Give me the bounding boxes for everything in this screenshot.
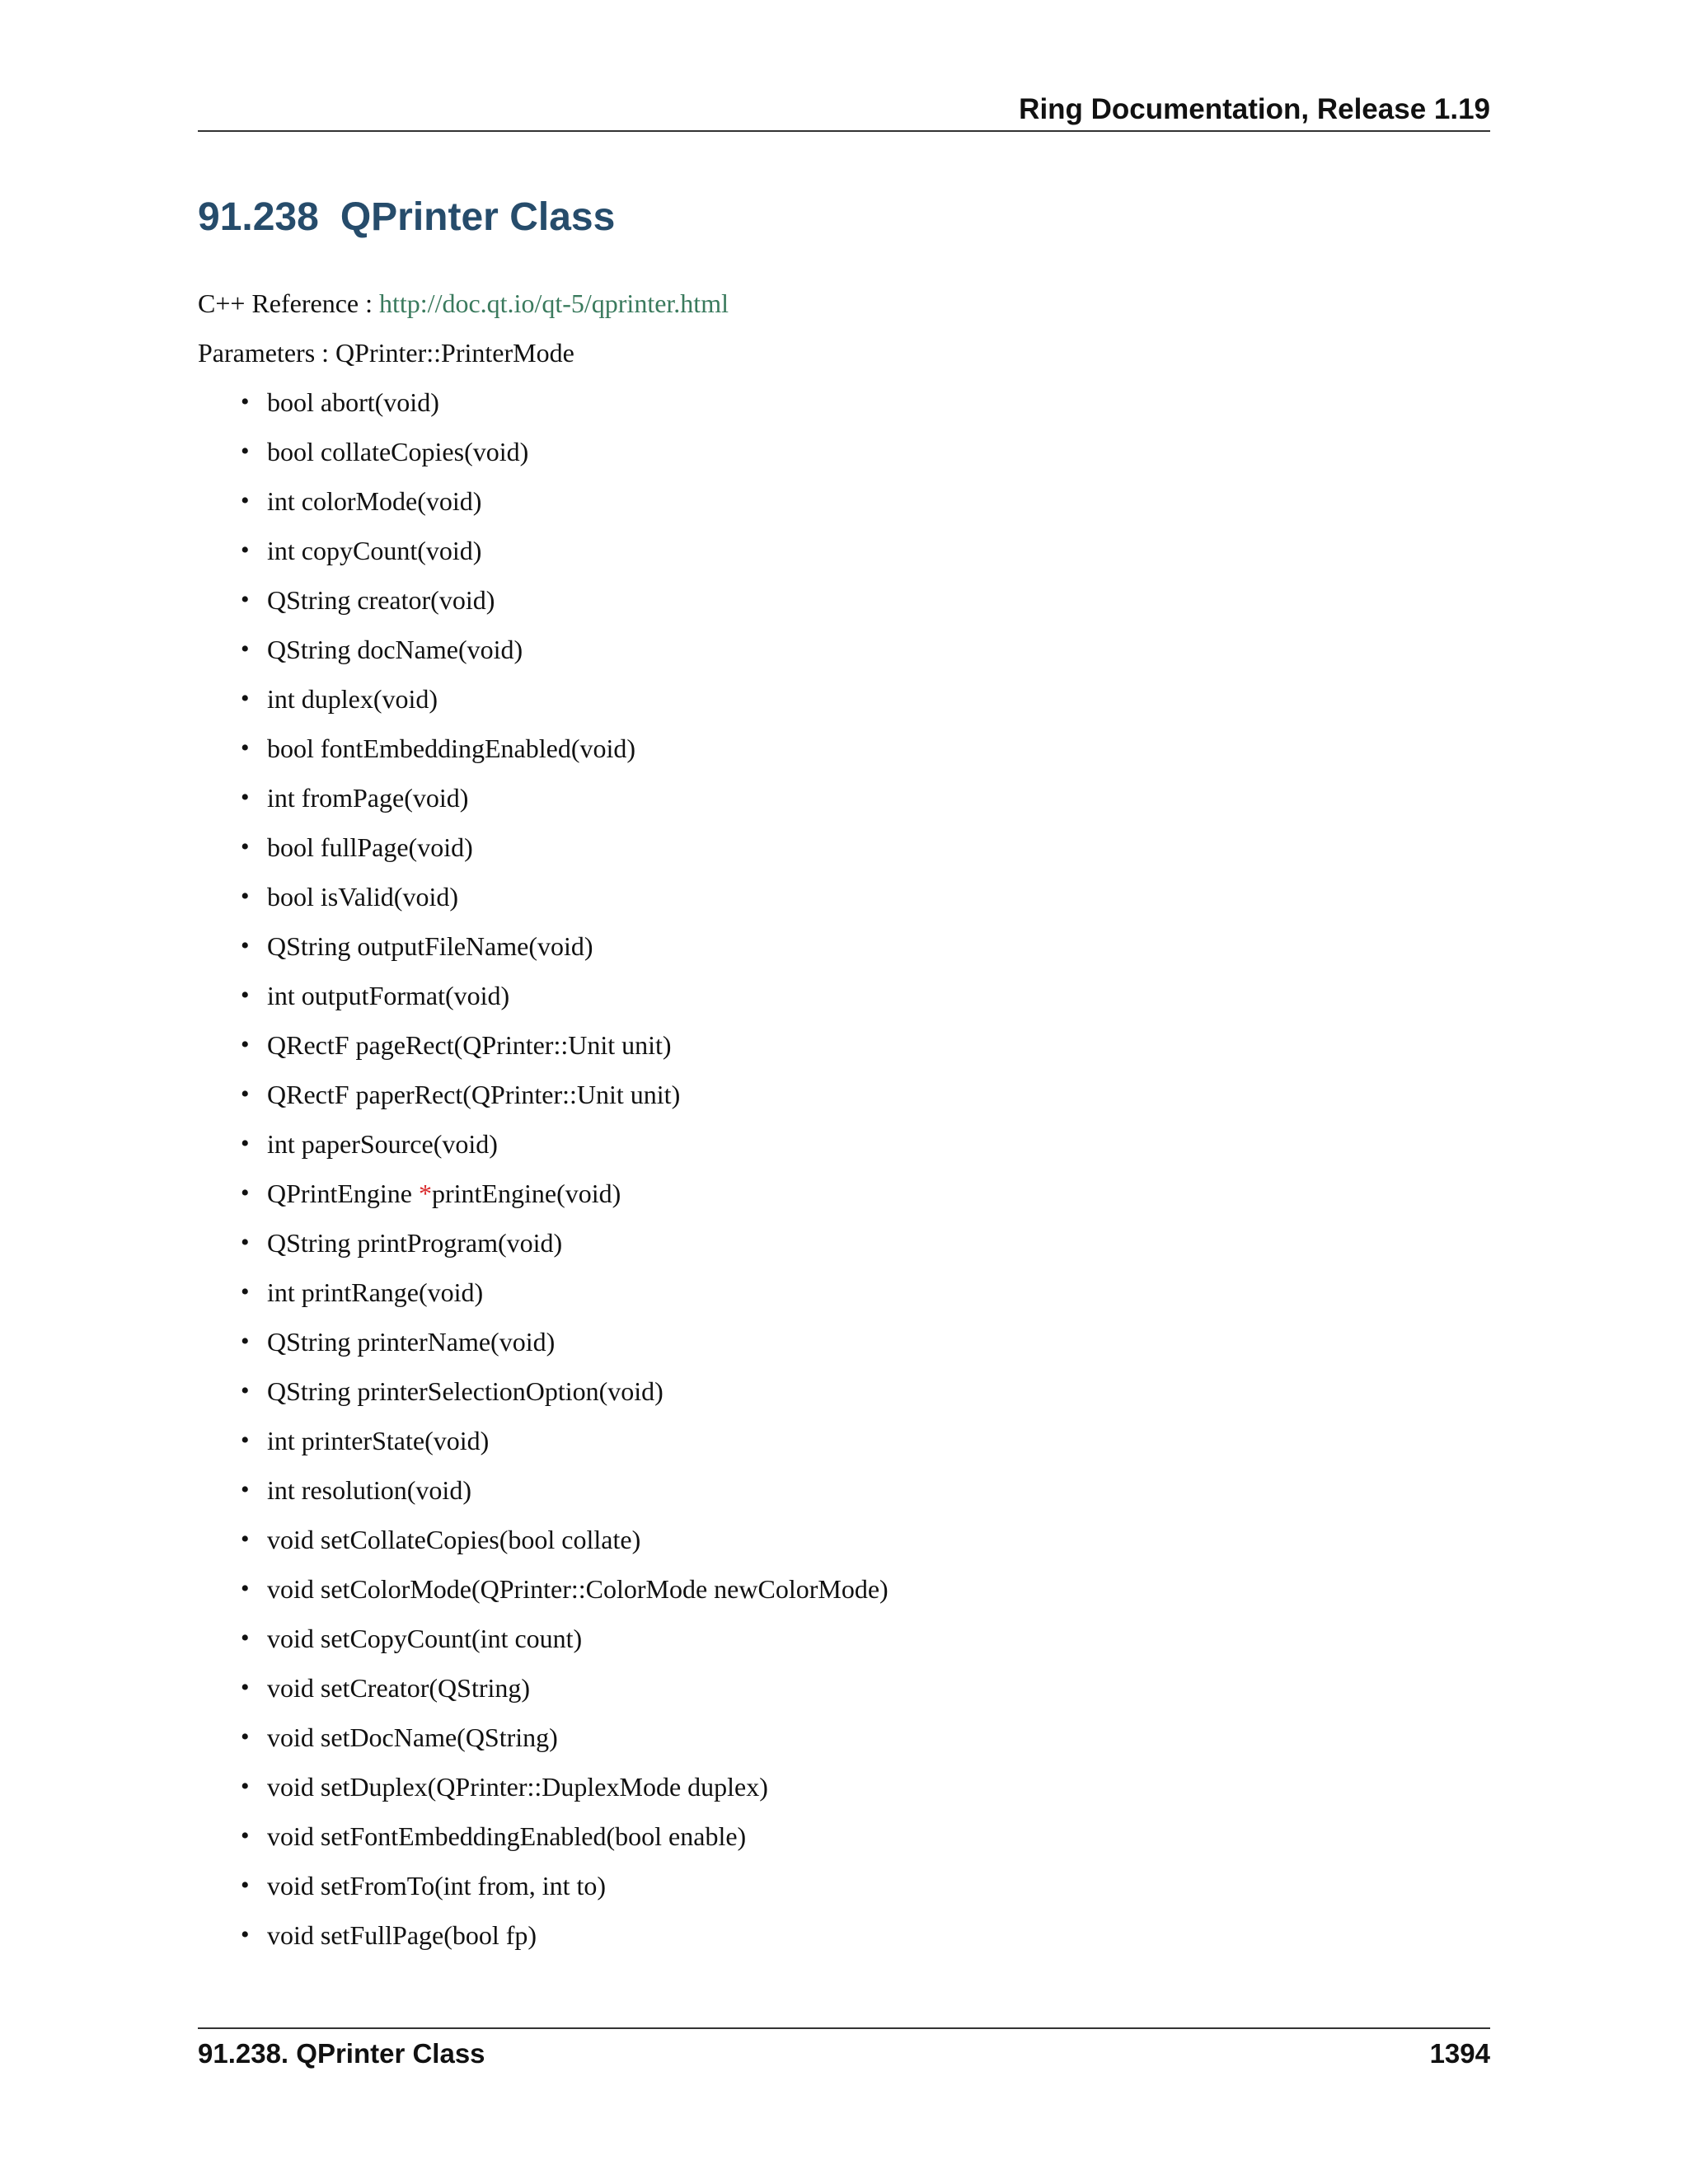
bullet-icon: • [241,635,250,663]
list-item [241,780,889,829]
list-item [241,1868,889,1917]
bullet-icon: • [241,833,250,860]
method-signature: void setFontEmbeddingEnabled(bool enable) [267,1821,747,1851]
list-item [241,1422,889,1472]
list-item [241,829,889,879]
bullet-icon: • [241,1130,250,1157]
method-signature: int duplex(void) [267,684,438,714]
list-item [241,1818,889,1868]
method-signature: int copyCount(void) [267,536,482,565]
bullet-icon: • [241,1031,250,1058]
bullet-icon: • [241,1526,250,1553]
list-item [241,1373,889,1422]
list-item [241,1175,889,1225]
cpp-reference-link[interactable]: http://doc.qt.io/qt-5/qprinter.html [379,288,729,318]
bullet-icon: • [241,537,250,564]
bullet-icon: • [241,1179,250,1207]
document-page [198,0,1490,2184]
list-item [241,928,889,977]
method-signature: int paperSource(void) [267,1129,498,1159]
list-item [241,977,889,1027]
bullet-icon: • [241,1427,250,1454]
header-title: Ring Documentation, Release 1.19 [1019,93,1490,125]
method-signature: void setCollateCopies(bool collate) [267,1525,641,1554]
bullet-icon: • [241,883,250,910]
bullet-icon: • [241,734,250,762]
bullet-icon: • [241,1872,250,1899]
list-item [241,879,889,928]
parameters-value: QPrinter::PrinterMode [335,338,574,368]
bullet-icon: • [241,784,250,811]
method-signature: void setCopyCount(int count) [267,1624,583,1653]
list-item [241,1769,889,1818]
footer-section-title: 91.238. QPrinter Class [198,2038,485,2069]
list-item [241,1126,889,1175]
method-signature: int printerState(void) [267,1426,490,1455]
list-item [241,582,889,631]
method-signature: QString outputFileName(void) [267,931,593,961]
list-item [241,1620,889,1670]
list-item [241,730,889,780]
bullet-icon: • [241,685,250,712]
method-signature: QString docName(void) [267,635,523,664]
bullet-icon: • [241,1080,250,1108]
bullet-icon: • [241,1476,250,1503]
bullet-icon: • [241,1921,250,1948]
list-item [241,1472,889,1521]
method-signature: bool fullPage(void) [267,832,473,862]
list-item [241,1719,889,1769]
section-title-text: QPrinter Class [340,195,616,239]
bullet-icon: • [241,1822,250,1849]
list-item [241,1324,889,1373]
bullet-icon: • [241,1229,250,1256]
bullet-icon: • [241,487,250,514]
page-footer [198,2027,1490,2069]
list-item [241,1571,889,1620]
method-signature: void setFromTo(int from, int to) [267,1871,607,1900]
bullet-icon: • [241,388,250,415]
list-item [241,384,889,434]
method-signature: bool collateCopies(void) [267,437,529,466]
list-item [241,1521,889,1571]
method-signature: int colorMode(void) [267,486,482,516]
page-header [198,89,1490,132]
list-item [241,532,889,582]
bullet-icon: • [241,932,250,959]
bullet-icon: • [241,1377,250,1404]
parameters-label: Parameters : [198,338,336,368]
bullet-icon: • [241,1624,250,1652]
list-item [241,434,889,483]
method-signature: void setDuplex(QPrinter::DuplexMode duplex) [267,1772,768,1802]
cpp-reference-line [198,285,729,321]
list-item [241,1670,889,1719]
list-item [241,631,889,681]
method-signature: int printRange(void) [267,1277,484,1307]
method-signature: void setDocName(QString) [267,1722,558,1752]
method-signature: bool fontEmbeddingEnabled(void) [267,733,636,763]
method-signature: QString printerName(void) [267,1327,556,1357]
method-signature: int fromPage(void) [267,783,469,813]
list-item [241,681,889,730]
list-item [241,483,889,532]
method-signature-rest: printEngine(void) [431,1179,621,1208]
list-item [241,1917,889,1966]
method-list [241,384,889,1966]
method-signature: QString printerSelectionOption(void) [267,1376,663,1406]
bullet-icon: • [241,1773,250,1800]
list-item [241,1225,889,1274]
parameters-line [198,335,574,371]
bullet-icon: • [241,1328,250,1355]
method-signature: QPrintEngine [267,1179,419,1208]
method-signature: int resolution(void) [267,1475,471,1505]
bullet-icon: • [241,586,250,613]
method-signature: QRectF paperRect(QPrinter::Unit unit) [267,1080,681,1109]
method-signature: QString creator(void) [267,585,495,615]
method-signature: int outputFormat(void) [267,981,510,1010]
list-item [241,1027,889,1076]
bullet-icon: • [241,1723,250,1750]
bullet-icon: • [241,1278,250,1305]
cpp-reference-label: C++ Reference : [198,288,379,318]
list-item [241,1274,889,1324]
method-signature: void setColorMode(QPrinter::ColorMode newColorMode) [267,1574,889,1604]
bullet-icon: • [241,982,250,1009]
page-number: 1394 [1429,2038,1490,2069]
method-signature: QString printProgram(void) [267,1228,563,1258]
bullet-icon: • [241,1575,250,1602]
method-signature: bool abort(void) [267,387,439,417]
pointer-marker: * [418,1179,432,1208]
section-heading [198,191,615,244]
method-signature: bool isValid(void) [267,882,458,912]
method-signature: void setCreator(QString) [267,1673,531,1703]
section-number: 91.238 [198,195,319,239]
method-signature: QRectF pageRect(QPrinter::Unit unit) [267,1030,672,1060]
list-item [241,1076,889,1126]
bullet-icon: • [241,1674,250,1701]
method-signature: void setFullPage(bool fp) [267,1920,537,1950]
bullet-icon: • [241,438,250,465]
